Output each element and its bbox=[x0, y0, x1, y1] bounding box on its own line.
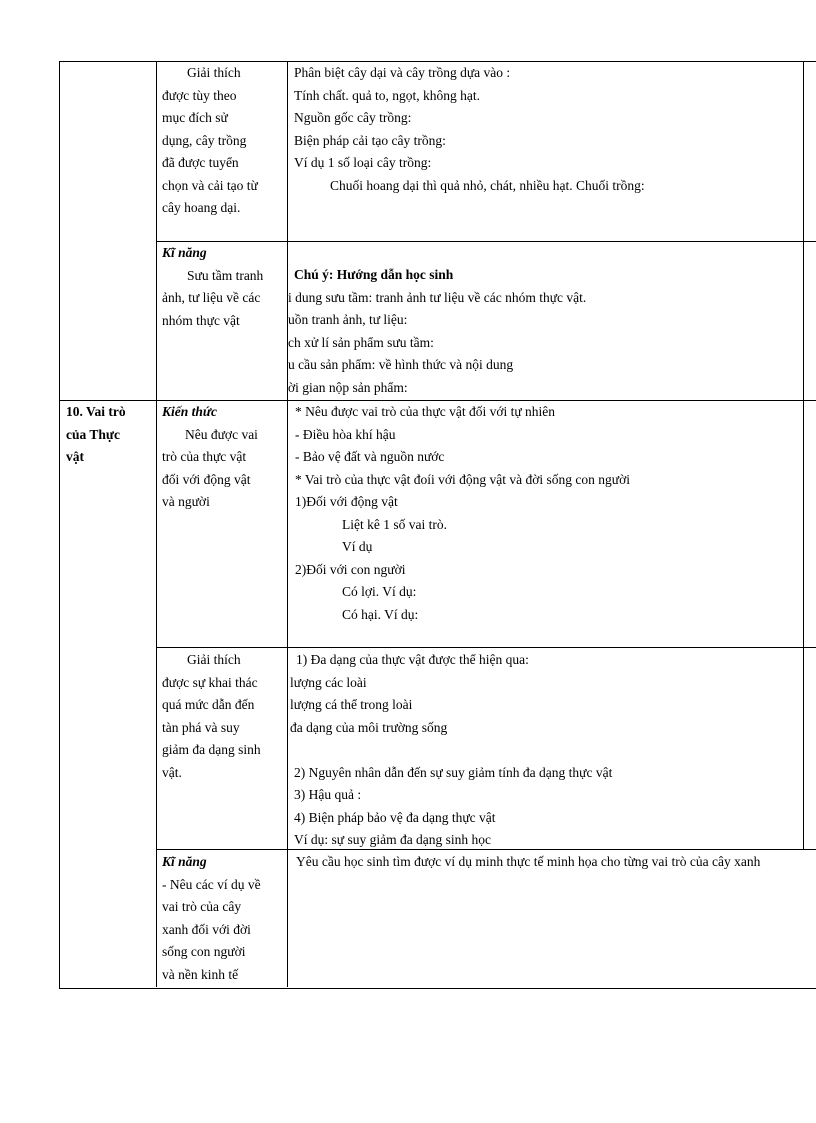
row1-notes: Phân biệt cây dại và cây trồng dựa vào : Tính chất. quả to, ngọt, không hạt. Nguồn gốc cây trồng: Biện pháp cải tạo cây trồng: Ví dụ 1 số loại cây trồng: Chuối hoang dại thì quả nhỏ, chát, nhiều hạt. Chuối trồng: bbox=[294, 65, 645, 193]
row2-notes: Chú ý: Hướng dẫn học sinh i dung sưu tầm: tranh ảnh tư liệu về các nhóm thực vật. uồn tranh ảnh, tư liệu: ch xử lí sản phẩm sưu tầm: u cầu sản phẩm: về hình thức và nội dung ời gian nộp sản phẩm: bbox=[288, 264, 802, 399]
topic-cell: 10. Vai trò của Thực vật bbox=[66, 404, 126, 464]
skill-heading-2: Kĩ năng bbox=[162, 854, 207, 869]
row5-notes: Yêu cầu học sinh tìm được ví dụ minh thực tế minh họa cho từng vai trò của cây xanh bbox=[296, 854, 761, 869]
row5-requirement: Kĩ năng - Nêu các ví dụ về vai trò của cây xanh đối với đời sống con người và nền kinh tế bbox=[162, 851, 284, 986]
knowledge-heading: Kiến thức bbox=[162, 404, 217, 419]
note-heading: Chú ý: Hướng dẫn học sinh bbox=[294, 267, 454, 282]
row4-notes: 1) Đa dạng của thực vật được thể hiện qua: lượng các loài lượng cá thể trong loài đa dạng của môi trường sống 2) Nguyên nhân dẫn đến sự suy giảm tính đa dạng thực vật 3) Hậu quả : 4) Biện pháp bảo vệ đa dạng thực vật Ví dụ: sự suy giảm đa dạng sinh học bbox=[290, 652, 613, 847]
row2-requirement: Kĩ năng Sưu tầm tranh ảnh, tư liệu về các nhóm thực vật bbox=[162, 242, 284, 332]
row3-notes: * Nêu được vai trò của thực vật đối với tự nhiên - Điều hòa khí hậu - Bảo vệ đất và nguồn nước * Vai trò của thực vật đoíi với động vật và đời sống con người 1)Đối với động vật Liệt kê 1 số vai trò. Ví dụ 2)Đối với con người Có lợi. Ví dụ: Có hại. Ví dụ: bbox=[295, 404, 631, 622]
row4-requirement: Giải thích được sự khai thác quá mức dẫn đến tàn phá và suy giảm đa dạng sinh vật. bbox=[162, 652, 261, 780]
row-divider-3 bbox=[156, 647, 816, 648]
row1-requirement: Giải thích được tùy theo mục đích sử dụng, cây trồng đã được tuyển chọn và cải tạo từ cây hoang dại. bbox=[162, 65, 258, 215]
row3-requirement: Kiến thức Nêu được vai trò của thực vật đối với động vật và người bbox=[162, 401, 284, 514]
skill-heading: Kĩ năng bbox=[162, 245, 207, 260]
col-divider-3 bbox=[803, 61, 804, 849]
